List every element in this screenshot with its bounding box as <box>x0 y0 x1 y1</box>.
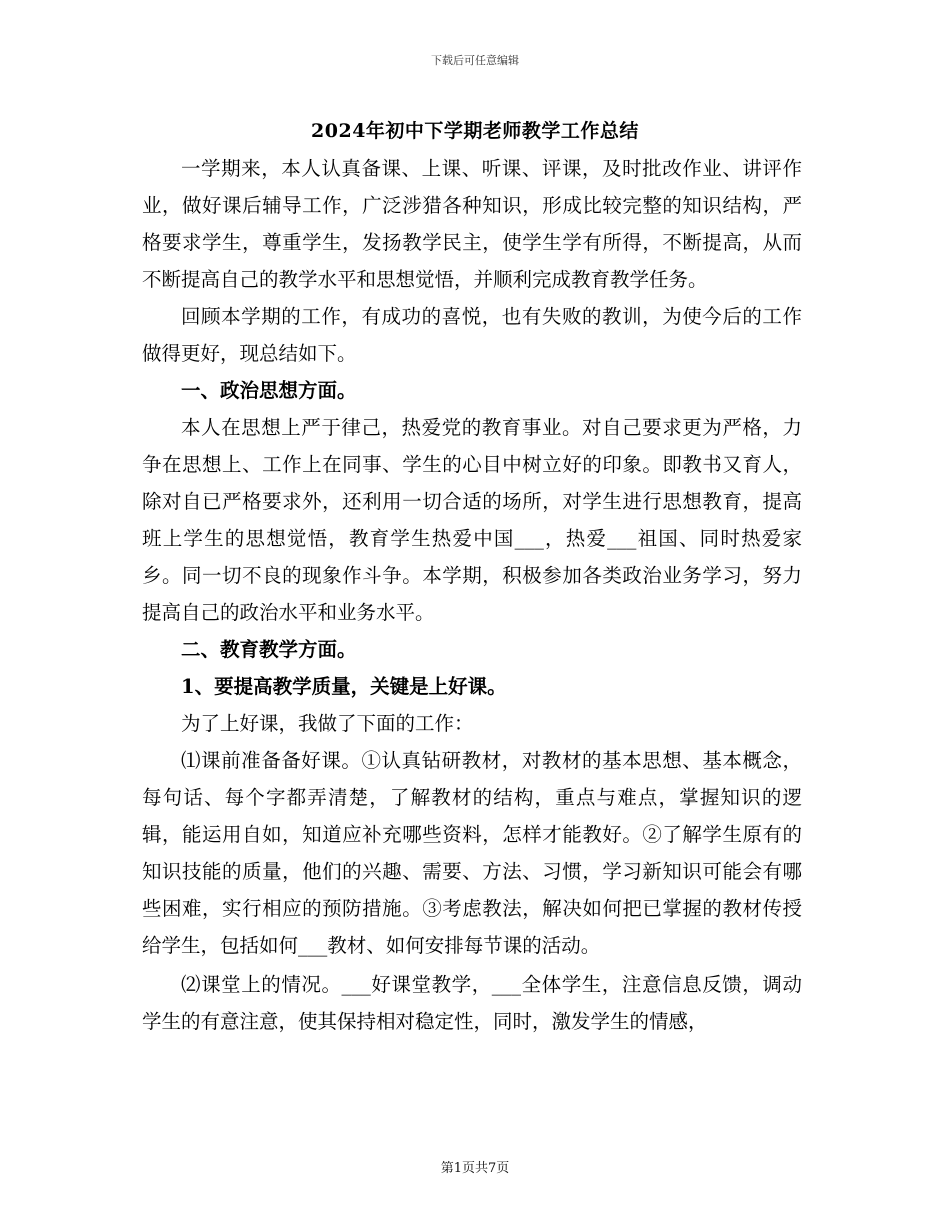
subsection-heading-quality: 1、要提高教学质量，关键是上好课。 <box>181 675 507 698</box>
document-title: 2024年初中下学期老师教学工作总结 <box>311 120 639 142</box>
paragraph-intro: 一学期来，本人认真备课、上课、听课、评课，及时批改作业、讲评作业，做好课后辅导工作，广泛涉猎各种知识，形成比较完整的知识结构，严格要求学生，尊重学生，发扬教学民主，使学生学有所得，不断提高，从而不断提高自己的教学水平和思想觉悟，并顺利完成教育教学任务。 <box>142 157 802 291</box>
paragraph-preparation-intro: 为了上好课，我做了下面的工作： <box>181 712 474 735</box>
paragraph-review: 回顾本学期的工作，有成功的喜悦，也有失败的教训，为使今后的工作做得更好，现总结如下。 <box>142 305 802 365</box>
paragraph-lesson-prep: ⑴课前准备备好课。①认真钻研教材，对教材的基本思想、基本概念，每句话、每个字都弄清楚，了解教材的结构，重点与难点，掌握知识的逻辑，能运用自如，知道应补充哪些资料，怎样才能教好。②了解学生原有的知识技能的质量，他们的兴趣、需要、方法、习惯，学习新知识可能会有哪些困难，实行相应的预防措施。③考虑教法，解决如何把已掌握的教材传授给学生，包括如何___教材、如何安排每节课的活动。 <box>142 749 802 957</box>
section-heading-politics: 一、政治思想方面。 <box>181 379 357 402</box>
document-body <box>142 150 802 1040</box>
page-header-note: 下载后可任意编辑 <box>431 54 519 67</box>
section-heading-teaching: 二、教育教学方面。 <box>181 638 357 661</box>
paragraph-classroom: ⑵课堂上的情况。___好课堂教学，___全体学生，注意信息反馈，调动学生的有意注意，使其保持相对稳定性，同时，激发学生的情感， <box>142 973 802 1033</box>
paragraph-politics: 本人在思想上严于律己，热爱党的教育事业。对自己要求更为严格，力争在思想上、工作上在同事、学生的心目中树立好的印象。即教书又育人，除对自已严格要求外，还利用一切合适的场所，对学生进行思想教育，提高班上学生的思想觉悟，教育学生热爱中国___，热爱___祖国、同时热爱家乡。同一切不良的现象作斗争。本学期，积极参加各类政治业务学习，努力提高自己的政治水平和业务水平。 <box>142 416 802 624</box>
page-number: 第1页共7页 <box>440 1161 510 1176</box>
